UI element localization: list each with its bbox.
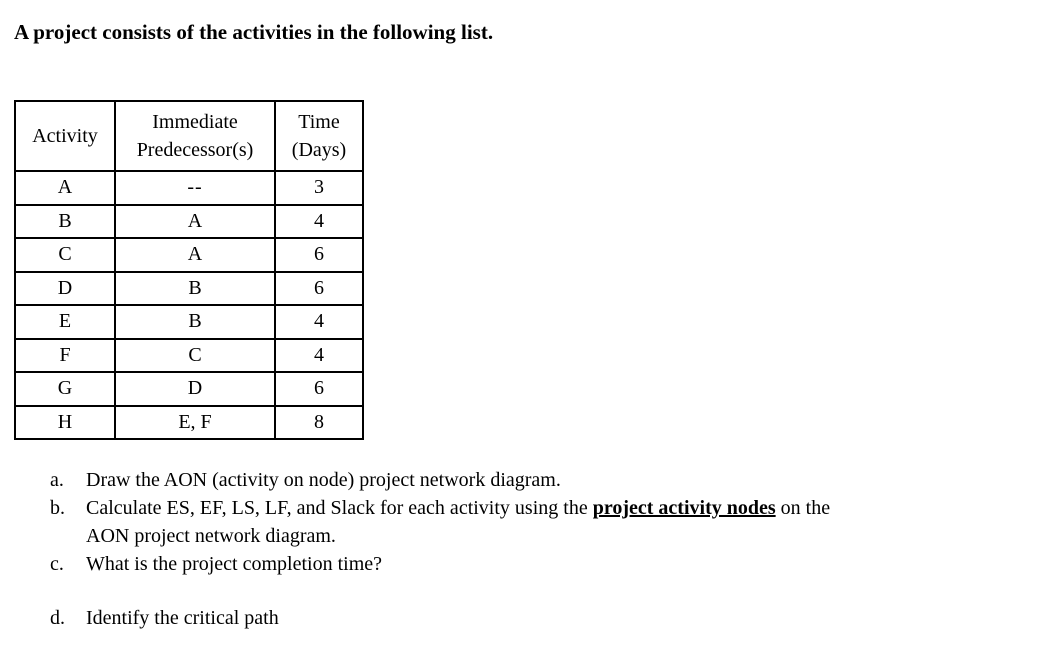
question-d-text: Identify the critical path xyxy=(86,607,279,629)
cell-predecessor: -- xyxy=(115,171,275,205)
table-row xyxy=(15,238,363,272)
question-a-text: Draw the AON (activity on node) project network diagram. xyxy=(86,469,561,491)
cell-activity: A xyxy=(15,171,115,205)
page-heading: A project consists of the activities in the following list. xyxy=(14,20,494,44)
cell-time: 4 xyxy=(275,305,363,339)
cell-time: 6 xyxy=(275,372,363,406)
question-b-text-line2: AON project network diagram. xyxy=(86,525,336,547)
question-a-letter: a. xyxy=(50,469,64,491)
cell-time: 8 xyxy=(275,406,363,440)
table-row xyxy=(15,171,363,205)
header-activity-label: Activity xyxy=(32,125,98,147)
table-row xyxy=(15,305,363,339)
cell-time: 6 xyxy=(275,272,363,306)
cell-predecessor: E, F xyxy=(115,406,275,440)
header-time xyxy=(275,101,363,171)
question-b xyxy=(50,494,830,550)
table-row xyxy=(15,205,363,239)
table-header-row xyxy=(15,101,363,171)
cell-activity: G xyxy=(15,372,115,406)
cell-activity: H xyxy=(15,406,115,440)
question-b-emphasis: project activity nodes xyxy=(592,497,776,519)
cell-activity: F xyxy=(15,339,115,373)
table-row xyxy=(15,272,363,306)
cell-predecessor: A xyxy=(115,205,275,239)
activity-table xyxy=(14,100,364,440)
cell-activity: E xyxy=(15,305,115,339)
table-row xyxy=(15,406,363,440)
table-row xyxy=(15,372,363,406)
cell-predecessor: B xyxy=(115,305,275,339)
question-list xyxy=(50,466,830,632)
cell-predecessor: A xyxy=(115,238,275,272)
question-d-letter: d. xyxy=(50,607,65,629)
cell-predecessor: B xyxy=(115,272,275,306)
cell-time: 3 xyxy=(275,171,363,205)
cell-activity: B xyxy=(15,205,115,239)
question-b-letter: b. xyxy=(50,497,65,519)
cell-time: 4 xyxy=(275,339,363,373)
cell-predecessor: C xyxy=(115,339,275,373)
question-c-letter: c. xyxy=(50,553,64,575)
question-c-text: What is the project completion time? xyxy=(86,553,383,575)
question-a xyxy=(50,466,830,494)
question-d xyxy=(50,604,830,632)
table-row xyxy=(15,339,363,373)
cell-time: 4 xyxy=(275,205,363,239)
header-predecessor-line1: Immediate xyxy=(152,111,238,133)
header-predecessor-line2: Predecessor(s) xyxy=(136,139,254,161)
header-time-line1: Time xyxy=(298,111,340,133)
cell-time: 6 xyxy=(275,238,363,272)
header-time-line2: (Days) xyxy=(291,139,347,161)
question-b-text-after: on the xyxy=(775,497,831,519)
cell-activity: C xyxy=(15,238,115,272)
question-c xyxy=(50,550,830,578)
question-b-text-before: Calculate ES, EF, LS, LF, and Slack for each activity using the xyxy=(86,497,593,519)
header-predecessor xyxy=(115,101,275,171)
header-activity xyxy=(15,101,115,171)
cell-predecessor: D xyxy=(115,372,275,406)
cell-activity: D xyxy=(15,272,115,306)
